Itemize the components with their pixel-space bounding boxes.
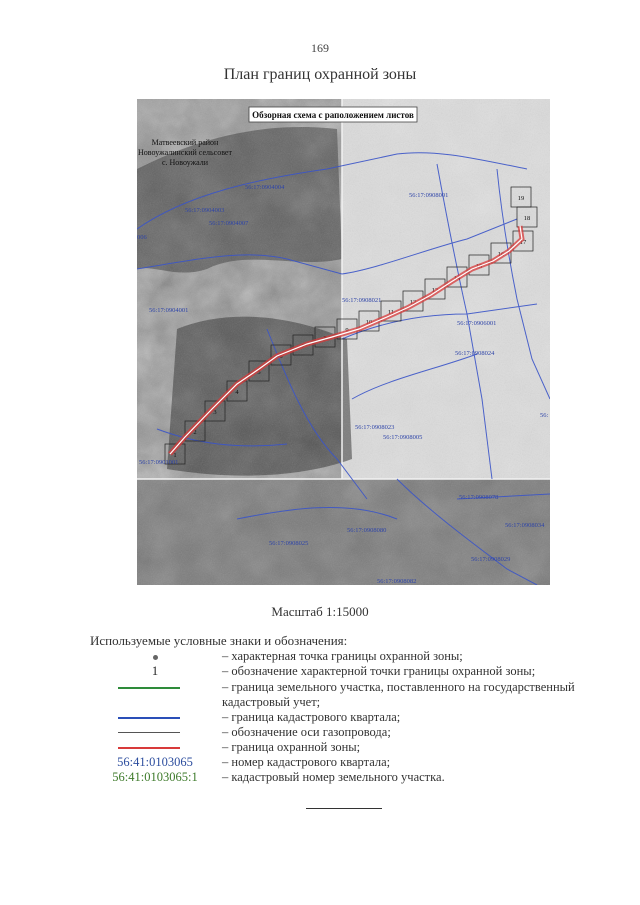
legend-item: [90, 710, 610, 726]
sheet-number: 10: [365, 319, 373, 326]
sheet-number: 12: [409, 299, 417, 306]
protection-zone-line: [118, 747, 180, 749]
cadastral-label: 56:17:0908025: [269, 540, 309, 547]
map-header-text: Обзорная схема с раположением листов: [252, 110, 414, 120]
sheet-number: 13: [431, 287, 439, 294]
map-scale: Масштаб 1:15000: [271, 604, 369, 619]
cadastral-label: 56:: [540, 412, 549, 419]
sheet-number: 15: [475, 263, 483, 270]
legend-desc: – граница кадастрового квартала;: [222, 710, 401, 724]
cadastral-label: 56:17:0904003: [185, 207, 225, 214]
sheet-number: 3: [213, 409, 217, 416]
characteristic-point-symbol: [90, 649, 220, 664]
cadastral-label: 006: [137, 234, 147, 241]
legend-item: [90, 755, 610, 771]
cadastral-label: 56:17:0908024: [455, 350, 495, 357]
legend-desc: – характерная точка границы охранной зоны;: [222, 649, 463, 663]
imagery-grain: [137, 99, 550, 585]
legend-desc: – обозначение характерной точки границы охранной зоны;: [222, 664, 536, 678]
sheet-number: 6: [279, 353, 283, 360]
sheet-number: 14: [453, 275, 461, 282]
sheet-number: 18: [523, 215, 531, 222]
plot-number-sample: 56:41:0103065:1: [112, 770, 198, 784]
gas-axis-line: [118, 732, 180, 733]
sheet-number: 11: [387, 309, 395, 316]
region-label-line: с. Новоужали: [161, 158, 209, 167]
cadastral-label: 56:17:0904001: [149, 307, 189, 314]
sheet-number: 2: [193, 429, 197, 436]
legend-desc: – граница охранной зоны;: [222, 740, 361, 754]
point-dot-icon: [153, 655, 158, 660]
region-label-line: Новоужалинский сельсовет: [138, 148, 232, 157]
cadastral-label: 56:17:0908001: [409, 192, 449, 199]
cadastral-label: 56:17:0908034: [505, 522, 545, 529]
sheet-number: 7: [301, 343, 305, 350]
cadastral-label: 56:17:0901001: [139, 459, 179, 466]
page-number: 169: [311, 41, 329, 55]
legend-item: [90, 664, 610, 680]
legend-item: [90, 740, 610, 756]
sheet-number: 9: [345, 327, 349, 334]
cadastral-label: 56:17:0908005: [383, 434, 423, 441]
legend-desc: – номер кадастрового квартала;: [222, 755, 391, 769]
sheet-number: 4: [235, 389, 239, 396]
legend-item: [90, 649, 610, 665]
land-plot-boundary-line: [118, 687, 180, 689]
legend-desc: – граница земельного участка, поставленного на государственный кадастровый учет;: [222, 680, 575, 709]
point-number-symbol: 1: [151, 664, 159, 678]
quarter-number-sample: 56:41:0103065: [117, 755, 193, 769]
cadastral-quarter-line: [118, 717, 180, 719]
cadastral-label: 56:17:0906001: [457, 320, 497, 327]
legend-item: [90, 770, 610, 786]
cadastral-label: 56:17:0908021: [342, 297, 382, 304]
cadastral-label: 56:17:0908082: [377, 578, 417, 585]
cadastral-label: 56:17:0908080: [347, 527, 387, 534]
cadastral-label: 56:17:0904004: [245, 184, 285, 191]
region-label-line: Матвеевский район: [151, 138, 219, 147]
footer-divider: [306, 808, 382, 809]
cadastral-label: 56:17:0908029: [471, 556, 511, 563]
sheet-number: 19: [517, 195, 525, 202]
legend-title: Используемые условные знаки и обозначения:: [90, 633, 348, 648]
cadastral-label: 56:17:0904007: [209, 220, 249, 227]
sheet-number: 1: [173, 452, 177, 459]
page-title: План границ охранной зоны: [223, 66, 417, 83]
legend-item: [90, 680, 610, 712]
legend-desc: – обозначение оси газопровода;: [222, 725, 391, 739]
legend-item: [90, 725, 610, 741]
cadastral-label: 56:17:0908078: [459, 494, 499, 501]
cadastral-label: 56:17:0908023: [355, 424, 395, 431]
overview-map[interactable]: [137, 99, 550, 585]
sheet-number: 5: [257, 369, 261, 376]
sheet-number: 16: [497, 251, 505, 258]
legend-desc: – кадастровый номер земельного участка.: [222, 770, 445, 784]
sheet-number: 8: [323, 335, 327, 342]
sheet-number: 17: [519, 239, 527, 246]
map-canvas: [137, 99, 550, 585]
